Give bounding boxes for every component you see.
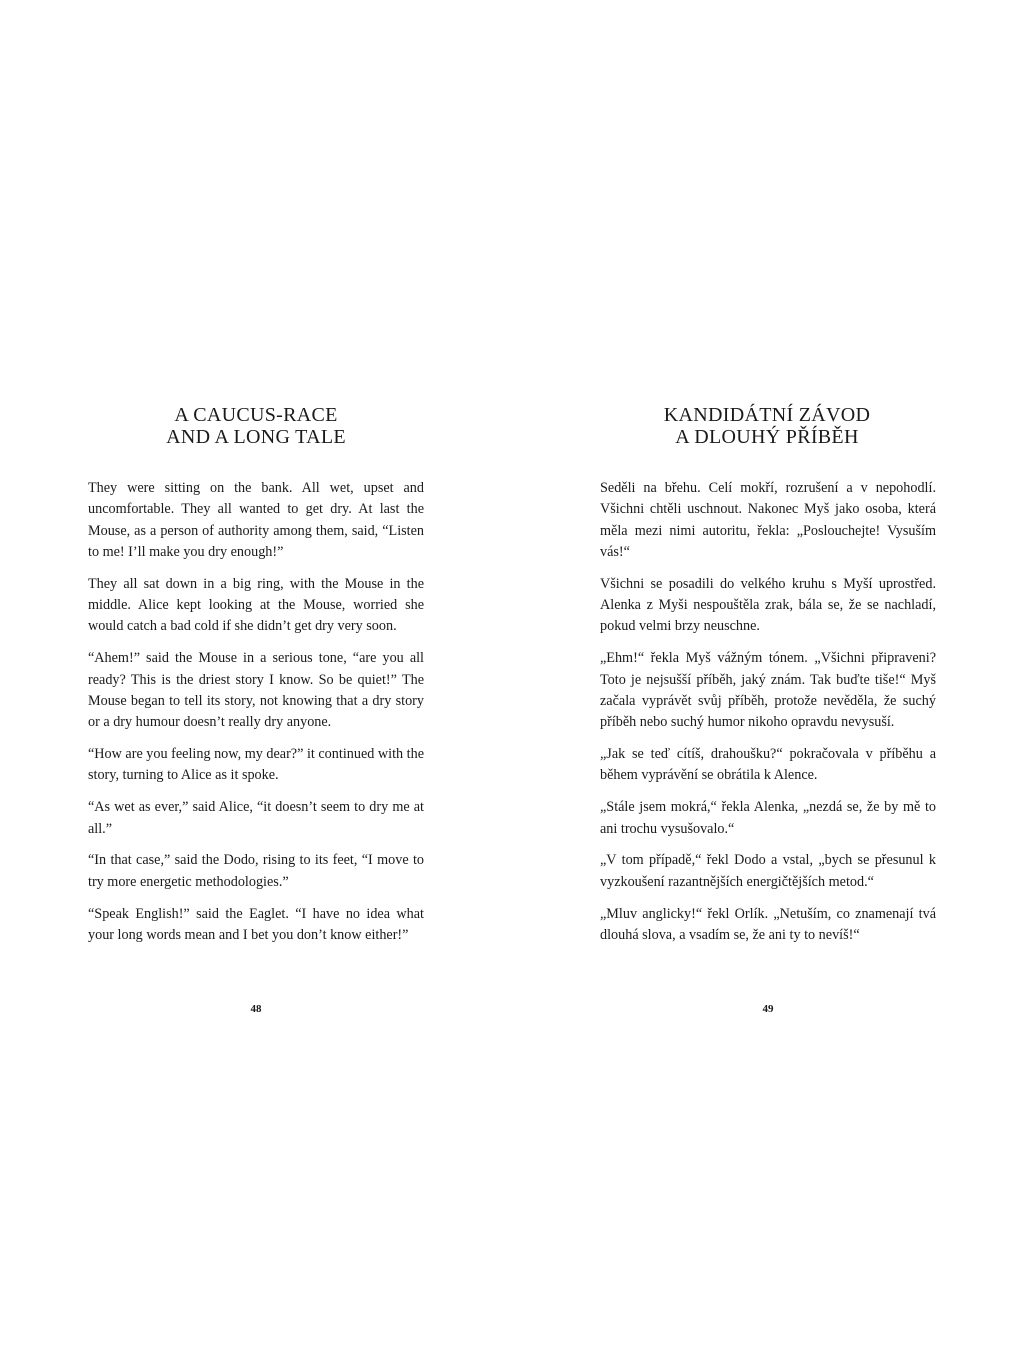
paragraph: They all sat down in a big ring, with the Mouse in the middle. Alice kept looking at the Mouse, worried she would catch a bad cold if she didn’t get dry very soon. <box>88 575 424 635</box>
title-line-1: KANDIDÁTNÍ ZÁVOD <box>663 404 871 426</box>
paragraph: “How are you feeling now, my dear?” it continued with the story, turning to Alice as it spoke. <box>88 746 424 784</box>
paragraph: „Jak se teď cítíš, drahoušku?“ pokračovala v příběhu a během vyprávění se obrátila k Alence. <box>600 746 936 784</box>
paragraph: “Ahem!” said the Mouse in a serious tone, “are you all ready? This is the driest story I know. So be quiet!” The Mouse began to tell its story, not knowing that a dry story or a dry humour doesn’t really dry anyone. <box>88 650 424 731</box>
page-number: 48 <box>250 1003 262 1015</box>
title-line-2: AND A LONG TALE <box>166 426 346 448</box>
title-line-1: A CAUCUS-RACE <box>174 404 338 426</box>
chapter-title-czech <box>512 404 1022 448</box>
paragraph: “In that case,” said the Dodo, rising to its feet, “I move to try more energetic methodologies.” <box>88 852 424 890</box>
paragraph: „Mluv anglicky!“ řekl Orlík. „Netuším, co znamenají tvá dlouhá slova, a vsadím se, že ani ty to nevíš!“ <box>600 905 936 943</box>
chapter-title-english <box>0 404 512 448</box>
page-number: 49 <box>762 1003 774 1015</box>
paragraph: “As wet as ever,” said Alice, “it doesn’t seem to dry me at all.” <box>88 799 424 837</box>
czech-body-text <box>600 478 936 957</box>
english-body-text <box>88 478 424 957</box>
paragraph: They were sitting on the bank. All wet, upset and uncomfortable. They all wanted to get dry. At last the Mouse, as a person of authority among them, said, “Listen to me! I’ll make you dry enough!” <box>88 480 424 560</box>
title-line-2: A DLOUHÝ PŘÍBĚH <box>675 426 859 448</box>
paragraph: „Ehm!“ řekla Myš vážným tónem. „Všichni připraveni? Toto je nejsušší příběh, jaký znám. Tak buďte tiše!“ Myš začala vyprávět svůj příběh, protože nevěděla, že suchý příběh nebo suchý humor nikoho opravdu nevysuší. <box>600 650 936 731</box>
paragraph: „Stále jsem mokrá,“ řekla Alenka, „nezdá se, že by mě to ani trochu vysušovalo.“ <box>600 799 936 837</box>
paragraph: Seděli na břehu. Celí mokří, rozrušení a v nepohodlí. Všichni chtěli uschnout. Nakonec Myš jako osoba, která měla mezi nimi autoritu, řekla: „Poslouchejte! Vysuším vás!“ <box>600 480 936 560</box>
paragraph: “Speak English!” said the Eaglet. “I have no idea what your long words mean and I bet you don’t know either!” <box>88 905 424 943</box>
right-page <box>512 0 1024 1365</box>
paragraph: Všichni se posadili do velkého kruhu s Myší uprostřed. Alenka z Myši nespouštěla zrak, bála se, že se nachladí, pokud velmi brzy neuschne. <box>600 575 936 635</box>
paragraph: „V tom případě,“ řekl Dodo a vstal, „bych se přesunul k vyzkoušení razantnějších energičtějších metod.“ <box>600 852 936 890</box>
